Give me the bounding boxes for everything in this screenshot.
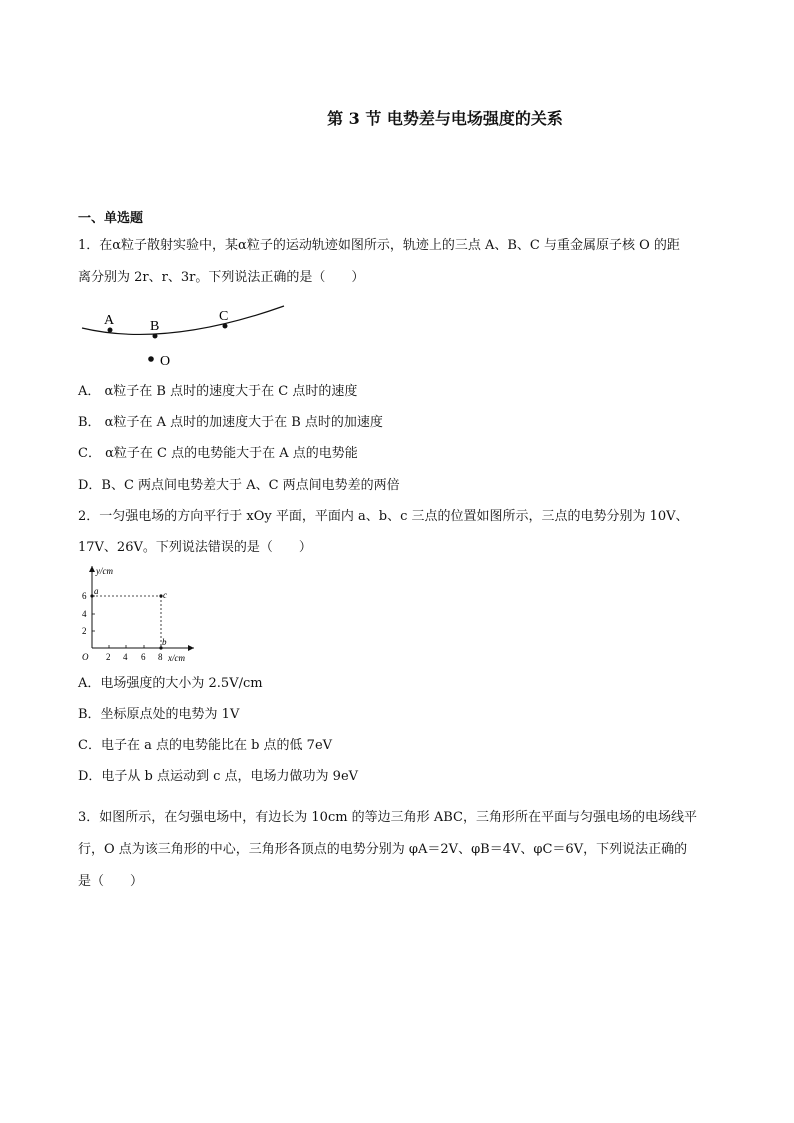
label-a: A — [104, 313, 115, 328]
point-b — [153, 334, 158, 339]
q1-trajectory-figure — [76, 298, 296, 370]
q2-option-c: C．电子在 a 点的电势能比在 b 点的低 7eV — [78, 738, 333, 753]
q1-option-d: D．B、C 两点间电势差大于 A、C 两点间电势差的两倍 — [78, 478, 400, 493]
label-c: C — [219, 309, 229, 324]
y-tick-label-6: 6 — [82, 591, 87, 601]
y-tick-label-4: 4 — [82, 609, 87, 619]
q2-stem-line1: 2．一匀强电场的方向平行于 xOy 平面，平面内 a、b、c 三点的位置如图所示，三点的电势分别为 10V、 — [78, 509, 689, 524]
origin-label: O — [82, 652, 89, 662]
y-tick-label-2: 2 — [82, 626, 87, 636]
q2-option-b: B．坐标原点处的电势为 1V — [78, 707, 240, 722]
q3-stem-line1: 3．如图所示，在匀强电场中，有边长为 10cm 的等边三角形 ABC，三角形所在平面与匀强电场的电场线平 — [78, 810, 697, 825]
point-c-label: c — [163, 590, 167, 600]
x-tick-label-2: 2 — [106, 652, 111, 662]
q2-coordinate-figure — [74, 562, 204, 670]
point-a-label: a — [94, 586, 99, 596]
q2-option-a: A．电场强度的大小为 2.5V/cm — [78, 676, 263, 691]
y-axis-arrow — [89, 566, 95, 572]
point-c — [223, 324, 228, 329]
q2-stem-line2: 17V、26V。下列说法错误的是（ ） — [78, 540, 312, 555]
section-heading: 一、单选题 — [78, 211, 144, 226]
label-o: O — [160, 354, 171, 369]
q1-stem-line1: 1．在α粒子散射实验中，某α粒子的运动轨迹如图所示，轨迹上的三点 A、B、C 与重金属原子核 O 的距 — [78, 238, 680, 253]
label-b: B — [150, 319, 160, 334]
y-axis-label: y/cm — [96, 566, 113, 576]
q1-option-b: B． α粒子在 A 点时的加速度大于在 B 点时的加速度 — [78, 415, 383, 430]
q1-option-c: C． α粒子在 C 点的电势能大于在 A 点的电势能 — [78, 446, 358, 461]
q2-option-d: D．电子从 b 点运动到 c 点，电场力做功为 9eV — [78, 769, 359, 784]
x-tick-label-4: 4 — [123, 652, 128, 662]
page-title: 第 3 节 电势差与电场强度的关系 — [327, 109, 563, 128]
x-tick-label-6: 6 — [141, 652, 146, 662]
x-tick-label-8: 8 — [158, 652, 163, 662]
nucleus-o — [148, 356, 154, 362]
q1-stem-line2: 离分别为 2r、r、3r。下列说法正确的是（ ） — [78, 270, 365, 285]
x-axis-label: x/cm — [168, 653, 185, 663]
q1-option-a: A． α粒子在 B 点时的速度大于在 C 点时的速度 — [78, 384, 358, 399]
q3-stem-line2: 行，O 点为该三角形的中心，三角形各顶点的电势分别为 φA＝2V、φB＝4V、φC＝6V，下列说法正确的 — [78, 842, 688, 857]
point-b-label: b — [162, 637, 167, 647]
point-a — [108, 328, 113, 333]
q3-stem-line3: 是（ ） — [78, 874, 144, 889]
x-axis-arrow — [188, 645, 194, 651]
